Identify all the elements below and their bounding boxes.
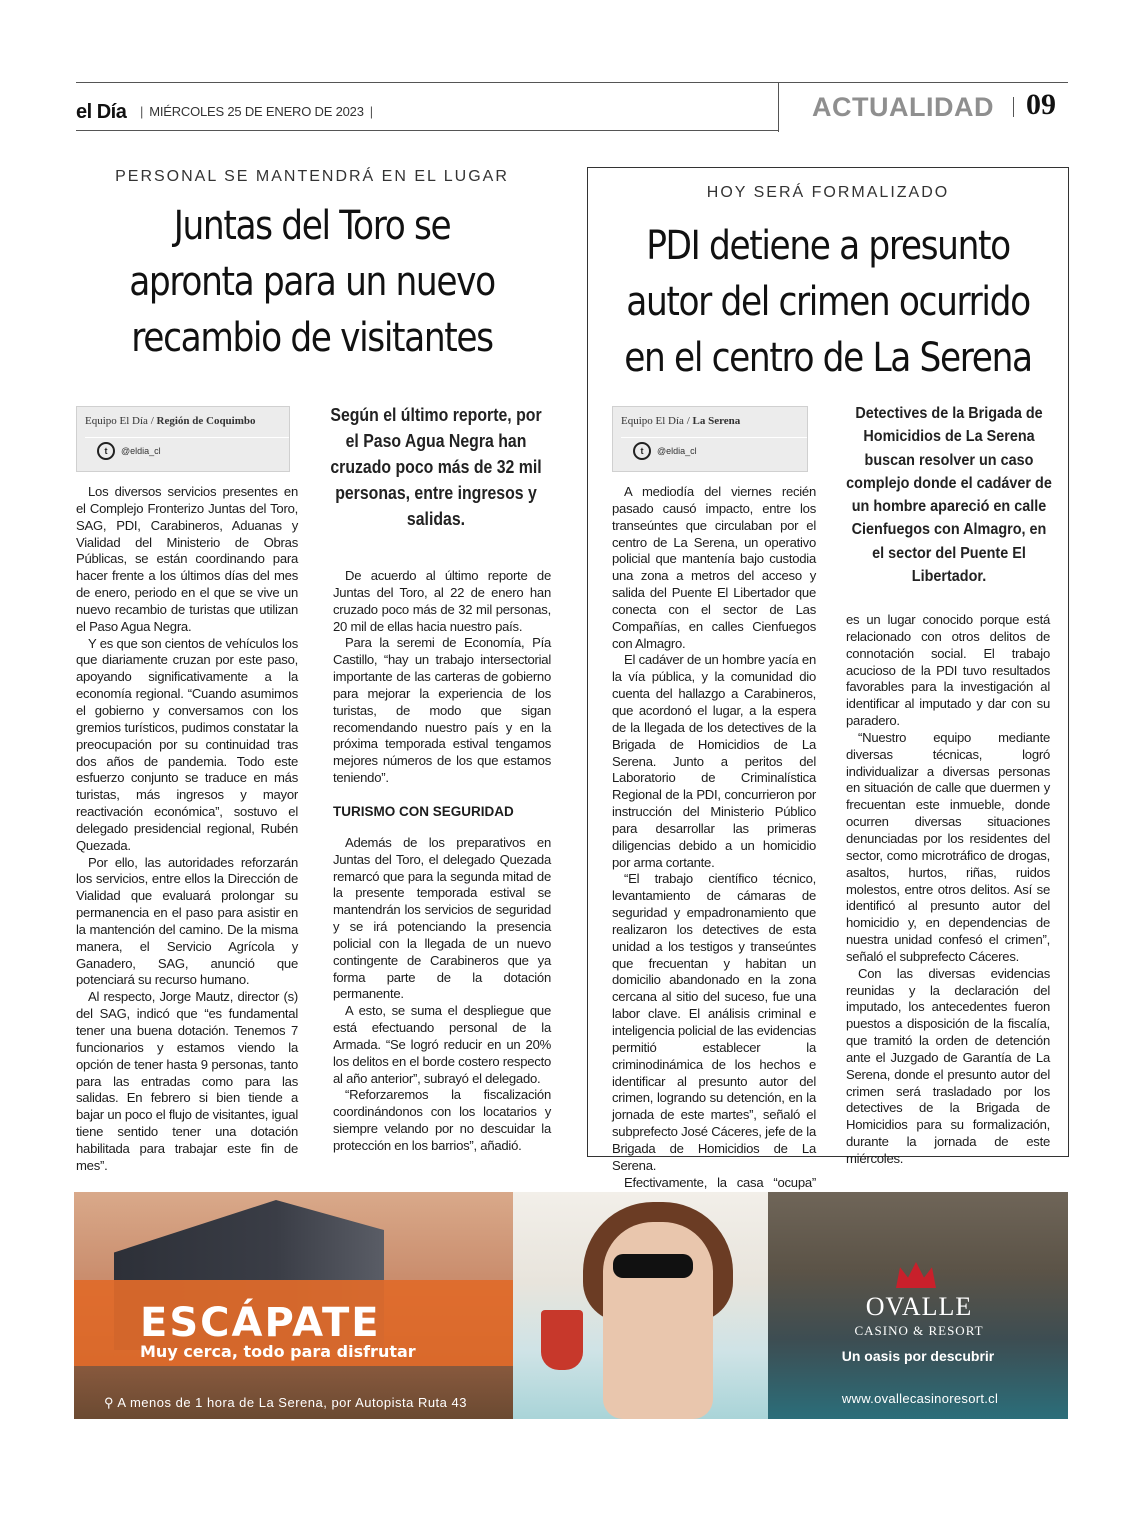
article-left-deck: Según el último reporte, por el Paso Agua Negra han cruzado poco más de 32 mil personas, entre ingresos y salidas.	[330, 405, 542, 529]
social-handle[interactable]: @eldia_cl	[121, 446, 161, 456]
paragraph: “Nuestro equipo mediante diversas técnicas, logró individualizar a diversas personas en situación de calle que duermen y frecuentan este inmueble, donde ocurren diversas situaciones denunciadas por los residentes del sector, como microtráfico de drogas, asaltos, hurtos, riñas, ruidos molestos, entre otros delitos. Así se identificó al presunto autor del homicidio y, en dependencias de nuestra unidad confesó el crimen”, señaló el subprefecto Cáceres.	[846, 729, 1050, 964]
byline-text	[621, 415, 740, 427]
paragraph: Efectivamente, la casa “ocupa”	[624, 1174, 816, 1190]
masthead-logo: el Día	[76, 101, 127, 123]
byline-author: Equipo El Día	[621, 415, 684, 427]
headline-line: apronta para un nuevo	[129, 259, 495, 305]
byline-text	[85, 415, 256, 427]
article-right-deck: Detectives de la Brigada de Homicidios de La Serena buscan resolver un caso complejo donde el cadáver de un hombre apareció en calle Cienfuegos con Almagro, en el sector del Puente El Libertador.	[846, 405, 1052, 586]
paragraph: Y es que son cientos de vehículos los que diariamente cruzan por este paso, apoyando significativamente a la economía regional. “Cuando asumimos el gobierno y conversamos con los gremios turísticos, pudimos constatar la preocupación por su continuidad tras dos años de pandemia. Todo este esfuerzo conjunto se traduce en más turistas, más ingresos y mayor reactivación económica”, sostuvo el delegado presidencial regional, Rubén Quezada.	[76, 635, 298, 853]
issue-date	[134, 104, 379, 119]
ad-brand-sublogo: CASINO & RESORT	[854, 1323, 984, 1338]
article-left-kicker: PERSONAL SE MANTENDRÁ EN EL LUGAR	[115, 168, 509, 185]
headline-line: autor del crimen ocurrido	[626, 279, 1030, 325]
ad-title: ESCÁPATE	[140, 1300, 381, 1346]
paragraph: Los diversos servicios presentes en el Complejo Fronterizo Juntas del Toro, SAG, PDI, Carabineros, Aduanas y Vialidad del Ministerio de Obras Públicas, se están coordinando para hacer frente a los últimos días del mes de enero, periodo en el que se vive un nuevo recambio de turistas que utilizan el Paso Agua Negra.	[76, 484, 298, 634]
ad-sunglasses-shape	[613, 1254, 693, 1278]
article-left-headline	[83, 198, 541, 366]
paragraph: El cadáver de un hombre yacía en la vía pública, y la comunidad dio cuenta del hallazgo a Carabineros, que acordonó el lugar, a la espera de la llegada de los detectives de la Brigada de Homicidios de La Serena. Junto a peritos del Laboratorio de Criminalística Regional de la PDI, concurrieron por instrucción del Ministerio Público para desarrollar las primeras diligencias debido a un homicidio por arma cortante.	[612, 652, 816, 870]
paragraph: “El trabajo científico técnico, levantamiento de cámaras de seguridad y empadronamiento que realizaron los detectives de esta unidad a los testigos y transeúntes que frecuentan y habitan un domicilio abandonado en la zona cercana al sitio del suceso, fue una labor clave. El análisis criminal e inteligencia policial de las evidencias permitió establecer la criminodinámica de los hechos e identificar al presunto autor del crimen, logrando su detención, en la jornada de este martes”, señaló el subprefecto José Cáceres, jefe de la Brigada de Homicidios de La Serena.	[612, 871, 816, 1173]
byline-separator: /	[150, 415, 154, 427]
paragraph: “Reforzaremos la fiscalización coordinándonos con los locatarios y siempre velando por no descuidar la protección en los barrios”, añadió.	[333, 1087, 551, 1153]
article-right-column-1	[612, 484, 816, 1208]
byline-separator: /	[686, 415, 690, 427]
divider: |	[140, 104, 144, 119]
ad-brand-logo: OVALLE	[865, 1292, 973, 1321]
ad-drink-shape	[541, 1310, 583, 1370]
twitter-icon[interactable]: t	[633, 442, 651, 460]
article-left-column-1	[76, 484, 298, 1175]
section-name: ACTUALIDAD	[812, 92, 994, 122]
headline-line: en el centro de La Serena	[624, 335, 1032, 381]
article-right-byline	[612, 406, 808, 472]
section-divider	[1013, 97, 1014, 117]
ad-tagline: Un oasis por descubrir	[841, 1348, 995, 1364]
social-row	[85, 437, 289, 463]
ad-person-shape	[603, 1222, 713, 1419]
paragraph: A esto, se suma el despliegue que está efectuando personal de la Armada. “Se logró reducir en un 20% los delitos en el borde costero respecto al año anterior”, subrayó el delegado.	[333, 1003, 551, 1086]
social-handle[interactable]: @eldia_cl	[657, 446, 697, 456]
article-right-headline	[604, 218, 1053, 386]
headline-line: PDI detiene a presunto	[646, 223, 1010, 269]
paragraph: Con las diversas evidencias reunidas y la declaración del imputado, los antecedentes fueron puestos a disposición de la fiscalía, que tramitó la orden de detención ante el Juzgado de Garantía de La Serena, donde el presunto autor del crimen será trasladado por los detectives de la Brigada de Homicidios para su formalización, durante la jornada de este miércoles.	[846, 965, 1050, 1166]
page-number: 09	[1026, 88, 1056, 121]
paragraph: es un lugar conocido porque está relacionado con otros delitos de connotación social. El trabajo acucioso de la PDI tuvo resultados favorables para la investigación al identificar al imputado y dar con su paradero.	[846, 612, 1050, 729]
subhead: TURISMO CON SEGURIDAD	[333, 803, 514, 819]
paragraph: A mediodía del viernes recién pasado causó impacto, entre los transeúntes que circulaban por el centro de La Serena, un operativo policial que mantenía bajo custodia una zona a metros del acceso y salida del Puente El Libertador que conecta con el sector de Las Compañías, en calles Cienfuegos con Almagro.	[612, 484, 816, 651]
ad-location-note: ⚲ A menos de 1 hora de La Serena, por Autopista Ruta 43	[104, 1395, 467, 1410]
paragraph: Además de los preparativos en Juntas del Toro, el delegado Quezada remarcó que para la segunda mitad de la presente temporada estival se mantendrán los servicios de seguridad y se irá potenciando la presencia policial con la llegada de un nuevo contingente de Carabineros que ya forma parte de la dotación permanente.	[333, 834, 551, 1002]
article-right-kicker: HOY SERÁ FORMALIZADO	[706, 184, 950, 201]
paragraph: Al respecto, Jorge Mautz, director (s) del SAG, indicó que “es fundamental tener una buena dotación. Tenemos 7 funcionarios y estamos viendo la opción de tener hasta 9 personas, tanto para las entradas como para las salidas. En febrero si bien tiende a bajar un poco el flujo de visitantes, igual tiene sentido tener una dotación habilitada para trabajar este fin de mes”.	[76, 989, 298, 1173]
header-rule-top	[76, 82, 1068, 83]
advertisement-banner[interactable]	[74, 1192, 1068, 1419]
ad-subtitle: Muy cerca, todo para disfrutar	[140, 1342, 416, 1361]
divider: |	[369, 104, 373, 119]
twitter-icon[interactable]: t	[97, 442, 115, 460]
paragraph: Para la seremi de Economía, Pía Castillo, “hay un trabajo intersectorial importante de las carteras de gobierno para mejorar la experiencia de los turistas, de modo que sigan recomendando nuestro país y en la próxima temporada estival tengamos mejores números de los que estamos teniendo”.	[333, 635, 551, 786]
paragraph: De acuerdo al último reporte de Juntas del Toro, al 22 de enero han cruzado poco más de 32 mil personas, 20 mil de ellas hacia nuestro país.	[333, 568, 551, 634]
byline-location: Región de Coquimbo	[156, 415, 256, 427]
headline-line: Juntas del Toro se	[173, 203, 451, 249]
header-rule-bottom	[76, 130, 778, 131]
paragraph: Por ello, las autoridades reforzarán los servicios, entre ellos la Dirección de Vialidad que evaluará prolongar su permanencia en el paso para asistir en la mantención del camino. De la misma manera, el Servicio Agrícola y Ganadero, SAG, anunció que potenciará su recurso humano.	[76, 854, 298, 988]
byline-author: Equipo El Día	[85, 415, 148, 427]
article-left-column-2	[333, 568, 551, 1155]
headline-line: recambio de visitantes	[131, 315, 493, 361]
article-left-byline	[76, 406, 290, 472]
byline-location: La Serena	[692, 415, 741, 427]
issue-date-text: MIÉRCOLES 25 DE ENERO DE 2023	[149, 104, 364, 119]
ad-photo-woman	[513, 1192, 768, 1419]
social-row	[621, 437, 807, 463]
article-right-column-2	[846, 612, 1050, 1168]
header-divider	[778, 82, 779, 132]
ad-website-link[interactable]: www.ovallecasinoresort.cl	[841, 1391, 999, 1406]
